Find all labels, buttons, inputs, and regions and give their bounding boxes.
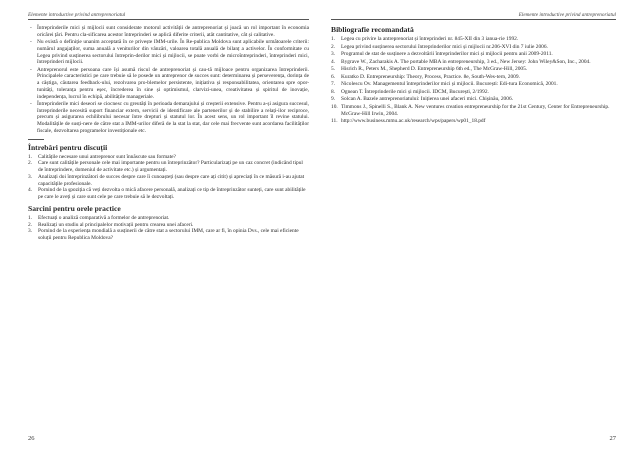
item-text: Pornind de la șpoziția că veți dezvolta o mică afacere personală, analizați ce tip de întreprinzător sunteți, care sunt abilitățile pe care le aveți și care sunt cele pe care trebuie să le dezvoltați. xyxy=(38,187,306,200)
bibliography-heading: Bibliografie recomandată xyxy=(331,25,414,34)
item-number: 2. xyxy=(331,43,336,50)
discussion-item xyxy=(28,174,309,188)
item-number: 1. xyxy=(28,214,33,221)
section-divider xyxy=(28,139,44,140)
item-number: 9. xyxy=(331,96,336,103)
item-text: Hisrich R., Peters M., Shepherd D. Entrepreneurship 6th ed., The McGraw-Hill, 2005. xyxy=(341,66,528,73)
right-page xyxy=(319,0,638,454)
item-text: Ognean T. Întreprinderile mici și mijlocii. IDCM, București, 2/1992. xyxy=(341,88,489,95)
item-text: Programul de stat de susținere a dezvoltării întreprinderilor mici și mijlocii pentru anii 2009-2011. xyxy=(341,51,553,58)
bibliography-item xyxy=(331,36,616,43)
tasks-list xyxy=(28,215,309,242)
bibliography-item xyxy=(331,96,616,103)
item-number: 7. xyxy=(331,81,336,88)
bibliography-item xyxy=(331,44,616,51)
discussion-heading: Întrebări pentru discuții xyxy=(28,142,108,152)
task-item xyxy=(28,228,309,242)
task-item xyxy=(28,215,309,222)
item-text: Calitățile necesare unui antreprenor sunt înnăscute sau formate? xyxy=(38,153,176,160)
item-number: 11. xyxy=(331,118,338,125)
item-text: Nicolescu Ov. Managementul întreprinderilor mici și mijlocii. București: Edi-tura Economică, 2001. xyxy=(341,81,558,88)
discussion-list xyxy=(28,154,309,201)
item-number: 2. xyxy=(28,160,33,167)
tasks-heading: Sarcini pentru orele practice xyxy=(28,203,121,213)
item-text: Efectuați o analiză comparativă a formelor de antreprenoriat. xyxy=(38,214,170,221)
item-text[interactable]: http://www.business.mmu.ac.uk/research/wps/papers/wp01_18.pdf xyxy=(341,118,486,125)
item-number: 1. xyxy=(331,36,336,42)
running-head-right: Elemente introductive privind antreprenoriatul xyxy=(331,12,616,20)
item-text: Analizați doi întreprinzători de succes despre care îi cunoașteți (sau despre care ați citit) și apreciați în ce măsură i-au ajutat capacitățile profesionale. xyxy=(38,173,305,187)
bibliography-item xyxy=(331,51,616,58)
item-text: Care sunt calitățile personale cele mai importante pentru un întreprinzător? Particularizați pe un caz concret (indicând tipul de întreprindere, domeniul de activitate etc.) și argumentați. xyxy=(38,160,303,173)
bibliography-item xyxy=(331,104,616,118)
bibliography-link[interactable] xyxy=(331,118,616,125)
discussion-item xyxy=(28,160,309,174)
item-number: 2. xyxy=(28,221,33,228)
item-number: 4. xyxy=(331,58,336,65)
page-number-right: 27 xyxy=(609,435,616,442)
summary-item: - Întreprinderile mici deseori se ciocnesc cu greutăți în perioada demarajului și creșterii extensive. Pentru a-și asigura succesul, întreprinderile necesită suport financiar extern, servicii de identificare ale partenerilor și de stabilire a relați-ilor reciproce, precum și asigurarea echilibrului necesar între drepturi și statutul lor. În acest sens, un rol important îl revine statului. Modalitățile de susți-nere de către stat a IMM-urilor diferă de la stat la stat, dar cele mai frecvente sunt acordarea facilităților fiscale, dezvoltarea programelor investiționale etc. xyxy=(28,101,309,135)
item-number: 1. xyxy=(28,153,33,160)
discussion-item xyxy=(28,187,309,201)
item-number: 6. xyxy=(331,73,336,80)
summary-list xyxy=(28,25,309,135)
item-text: Solcan A. Bazele antreprenoriatului: Inițierea unei afaceri mici. Chișinău, 2006. xyxy=(341,96,513,103)
bibliography-item xyxy=(331,66,616,73)
item-number: 8. xyxy=(331,88,336,95)
bibliography-item xyxy=(331,89,616,96)
item-text: Kuratko D. Entrepreneurship: Theory, Process, Practice. 8e, South-Wes-tern, 2009. xyxy=(341,73,520,80)
bibliography-item xyxy=(331,81,616,88)
running-head-left: Elemente introductive privind antreprenoriatul xyxy=(28,12,309,20)
item-number: 10. xyxy=(331,103,338,110)
item-number: 3. xyxy=(28,173,33,180)
item-number: 3. xyxy=(331,51,336,58)
item-text: Timmons J., Spinelli S., Blank A. New ventures creation entrepreneurship for the 21st Century, Center for Entrepreneurship. McGraw-Hill Irwin, 2004. xyxy=(341,103,610,117)
item-text: Bygrave W., Zacharakis A. The portable MBA in entrepreneurship, 3 ed., New Jersey: John Wiley&Son, Inc., 2004. xyxy=(341,58,591,65)
item-text: Legea cu privire la antreprenoriat și întreprinderi nr. 845-XII din 3 ianua-rie 1992. xyxy=(341,36,519,42)
bibliography-item xyxy=(331,59,616,66)
item-number: 5. xyxy=(331,66,336,73)
item-text: Pornind de la experiența mondială a susținerii de către stat a sectorului IMM, care ar fi, în opinia Dvs., cele mai eficiente soluții pentru Republica Moldova? xyxy=(38,228,299,241)
summary-item: - Antreprenorul este persoana care își asumă riscul de antreprenoriat și cau-tă mijloace pentru organizarea întreprinderii. Principalele caracteristici pe care trebuie să le posede un antreprenor de succes sunt: determinarea și perseverența, dorința de a câștiga, căutarea feedback-ului, rezolvarea pro-blemelor persistente, inițiativa și responsabilitatea, orientarea spre opor-tunități, toleranța pentru eșec, încrederea în sine și optimismul, clarvizi-unea, creativitatea și spiritul de inovație, independența, lucrul în echipă, abilitățile manageriale. xyxy=(28,67,309,101)
bibliography-list xyxy=(331,36,616,125)
page-number-left: 26 xyxy=(28,435,35,442)
item-number: 3. xyxy=(28,228,33,235)
item-number: 4. xyxy=(28,187,33,194)
summary-item: - Întreprinderile mici și mijlocii sunt considerate motorul activității de antreprenoriat și joacă un rol important în economia oricărei țări. Pentru cla-sificarea acestor întreprinderi se aplică diferite criterii, atât cantitative, cât și calitative. xyxy=(28,25,309,39)
bibliography-item xyxy=(331,74,616,81)
item-text: Realizați un studiu al principalelor motivații pentru crearea unei afaceri. xyxy=(38,221,194,228)
item-text: Legea privind susținerea sectorului întreprinderilor mici și mijlocii nr.206-XVI din 7 iulie 2006. xyxy=(341,43,548,50)
summary-item: - Nu există o definiție unanim acceptată în ce privește IMM-urile. În Re-publica Moldova sunt aplicabile următoarele criterii: numărul angajaților, suma anuală a veniturilor din vânzări, valoarea totală anuală de bilanț a activelor. În conformitate cu Legea privind susținerea sectorului întreprin-derilor mici și mijlocii, se poate vorbi de microîntreprinderi, întreprinderi mici, întreprinderi mijlocii. xyxy=(28,39,309,66)
